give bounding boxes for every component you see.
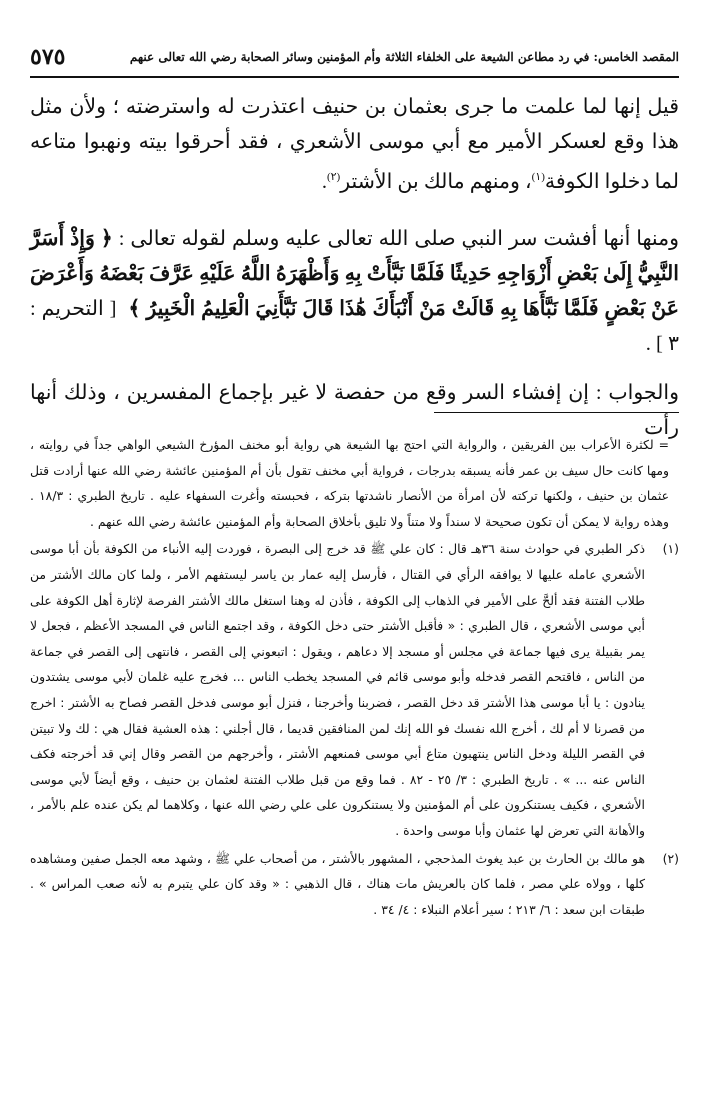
- footnote-item: [30, 536, 679, 843]
- running-title: المقصد الخامس: في رد مطاعن الشيعة على الخلفاء الثلاثة وأم المؤمنين وسائر الصحابة رضي الله تعالى عنهم: [129, 50, 679, 64]
- paragraph-1: [30, 90, 679, 200]
- footnote-item: [30, 846, 679, 923]
- paragraph-2: [30, 222, 679, 362]
- footnote-number: (١): [662, 541, 679, 557]
- footnotes: [30, 432, 679, 924]
- main-text: [30, 90, 679, 446]
- page-header: [30, 36, 679, 78]
- paragraph-1-end: .: [321, 170, 327, 193]
- footnote-continuation: [30, 432, 679, 534]
- footnote-text: هو مالك بن الحارث بن عبد يغوث المذحجي ، المشهور بالأشتر ، من أصحاب علي ﷺ ، وشهد معه الجمل صفين ومشاهده كلها ، وولاه علي مصر ، فلما كان بالعريش مات هناك ، قال الذهبي : « وقد كان علي يتبرم به لأنه صعب المراس » . طبقات ابن سعد : ٦/ ٢١٣ ؛ سير أعلام النبلاء : ٤/ ٣٤ .: [30, 850, 645, 917]
- quran-reference: [ التحريم : ٣ ] .: [30, 297, 679, 355]
- quran-verse: ﴿ وَإِذْ أَسَرَّ النَّبِيُّ إِلَىٰ بَعْضِ أَزْوَاجِهِ حَدِيثًا فَلَمَّا نَبَّأَتْ بِهِ وَأَظْهَرَهُ اللَّهُ عَلَيْهِ عَرَّفَ بَعْضَهُ وَأَعْرَضَ عَنْ بَعْضٍ فَلَمَّا نَبَّأَهَا بِهِ قَالَتْ مَنْ أَنْبَأَكَ هَٰذَا قَالَ نَبَّأَنِيَ الْعَلِيمُ الْخَبِيرُ ﴾: [30, 227, 680, 320]
- footnote-separator: [434, 412, 679, 413]
- footnote-number: (٢): [662, 850, 679, 866]
- footnote-continuation-text: = لكثرة الأعراب بين الفريقين ، والرواية التي احتج بها الشيعة هي رواية أبو مخنف المؤرخ الشيعي الواهي جداً في روايته ، ومها كانت حال سيف بن عمر فأنه يسبقه بدرجات ، فرواية أبي مخنف تقول بأن أم المؤمنين عائشة رضي الله عنها أرادت قتل عثمان بن حنيف ، ولكنها تركته لأن امرأة من الأنصار ناشدتها بتركه ، فحبسته وأغرت السفهاء عليه . تاريخ الطبري : ١٨/٣ . وهذه رواية لا يمكن أن تكون صحيحة لا سنداً ولا متناً ولا تليق بأخلاق الصحابة وأم المؤمنين عائشة رضي الله عنهم .: [30, 437, 669, 529]
- paragraph-3: والجواب : إن إفشاء السر وقع من حفصة لا غير بإجماع المفسرين ، وذلك أنها رأت: [30, 381, 679, 439]
- paragraph-1-text: قيل إنها لما علمت ما جرى بعثمان بن حنيف اعتذرت له واسترضته ؛ ولأن مثل هذا وقع لعسكر الأمير مع أبي موسى الأشعري ، فقد أحرقوا بيته ونهبوا متاعه لما دخلوا الكوفة: [30, 96, 679, 193]
- paragraph-1-mid: ، ومنهم مالك بن الأشتر: [340, 170, 532, 193]
- footnote-text: ذكر الطبري في حوادث سنة ٣٦هـ قال : كان علي ﷺ قد خرج إلى البصرة ، فوردت إليه الأنباء من الكوفة بأن أبا موسى الأشعري عامله عليها لا يوافقه الرأي في القتال ، فأرسل إليه عمار بن ياسر ليستفهم الأمر ، ولما كان مالك الأشتر من طلاب الفتنة فقد ألحَّ على الأمير في الذهاب إلى الكوفة ، فأذن له وهنا استغل مالك الأشتر الفرصة لإثارة أهل الكوفة على أبي موسى الأشعري ، قال الطبري : « فأقبل الأشتر حتى دخل الكوفة ، وقد اجتمع الناس في المسجد الأعظم ، فجعل لا يمر بقبيلة يرى فيها جماعة في مجلس أو مسجد إلا دعاهم ، ويقول : اتبعوني إلى القصر ، فانتهى إلى القصر في جماعة من الناس ، فاقتحم القصر فدخله وأبو موسى قائم في المسجد يخطب الناس ... فخرج عليه غلمان لأبي موسى يشتدون ينادون : يا أبا موسى هذا الأشتر قد دخل القصر ، فضربنا وأخرجنا ، فنزل أبو موسى فدخل القصر فصاح به الأشتر : اخرج من قصرنا لا أم لك ، أخرج الله نفسك فو الله إنك لمن المنافقين قديما ، قال أجلني : هذه العشية فقال هي : لك ولا تبيتن في القصر الليلة ودخل الناس ينتهبون متاع أبي موسى فمنعهم الأشتر ، وأخرجهم من القصر وقال إني قد أخرجته فكف الناس عنه ... » . تاريخ الطبري : ٣/ ٢٥ - ٨٢ . فما وقع من قبل طلاب الفتنة لعثمان بن حنيف ، وقع أيضاً لأبي موسى الأشعري ، فكيف يستنكرون على أم المؤمنين ولا يستنكرون على علي رضي الله عنها ، وكلاهما لم يكن عنده علم بالأمر ، والأهانة التي تعرض لها عثمان وأبا موسى واحدة .: [30, 541, 645, 838]
- page-number: ٥٧٥: [30, 44, 66, 70]
- paragraph-2-intro: ومنها أنها أفشت سر النبي صلى الله تعالى عليه وسلم لقوله تعالى :: [118, 227, 680, 250]
- footnote-marker-1: (١): [531, 171, 545, 183]
- footnote-marker-2: (٢): [326, 171, 341, 183]
